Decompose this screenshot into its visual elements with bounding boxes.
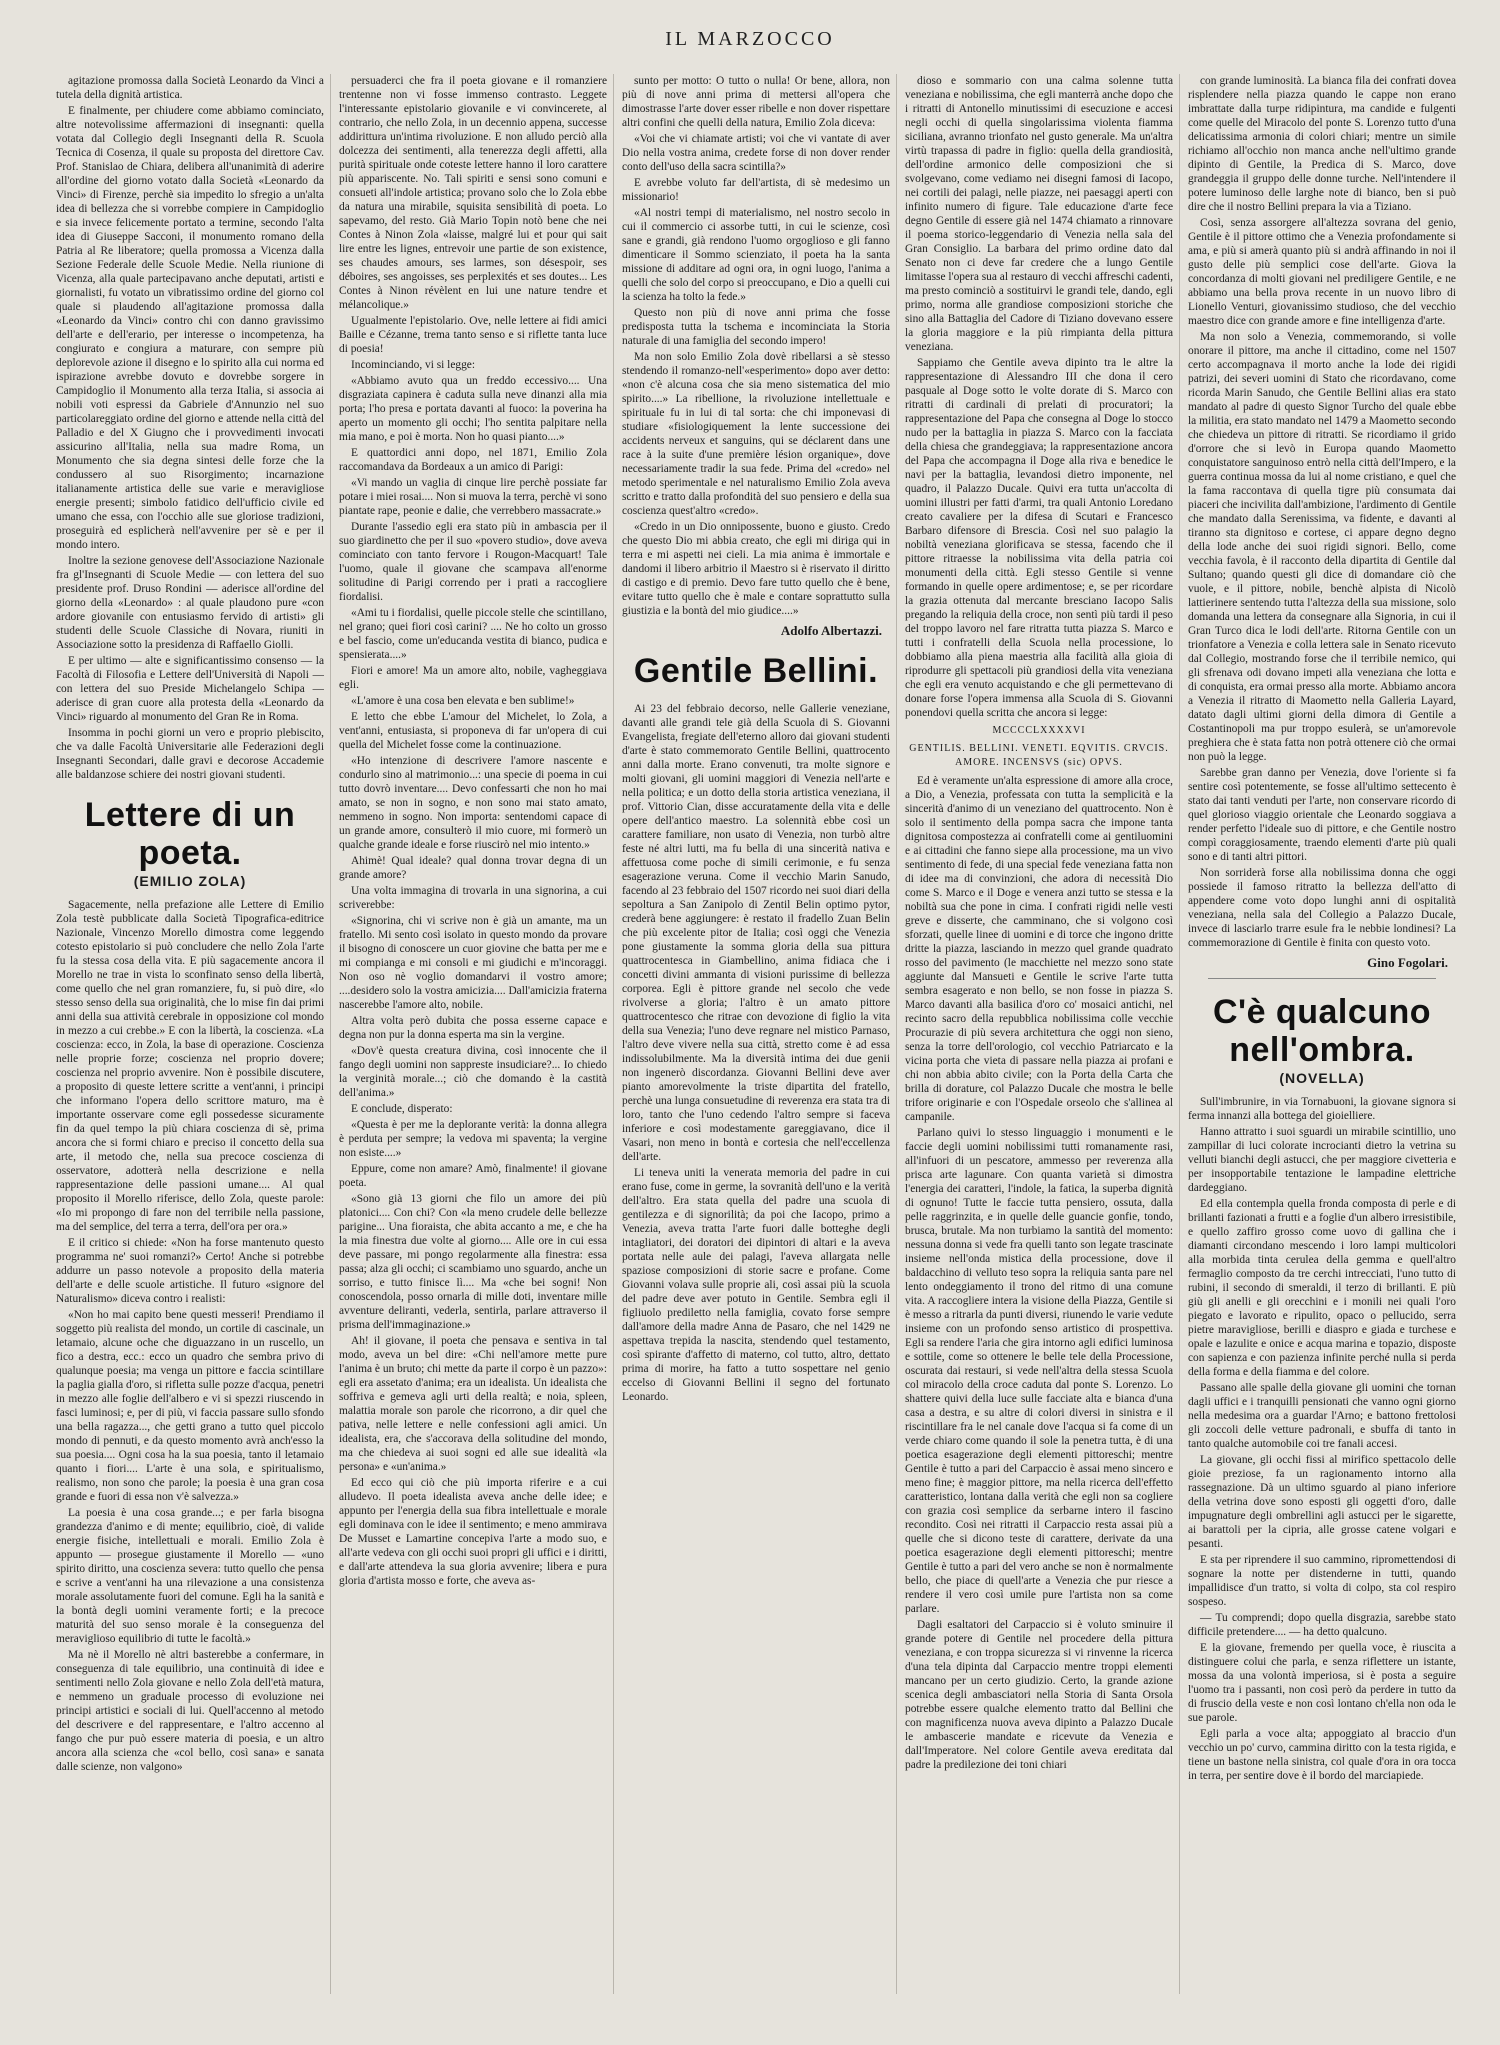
paragraph: E avrebbe voluto far dell'artista, di sè medesimo un missionario!: [622, 177, 890, 203]
paragraph: La giovane, gli occhi fissi al mirifico spettacolo delle gioie preziose, fa un ragionamento intorno alla rassegnazione. Dà un ultimo sguardo al piano inferiore della vetrina dove sono esposti gli oggetti d'oro, dalle impugnature degli ombrellini agli astucci per le sigarette, ai barattoli per la cipria, alle grosse catene volgari e pesanti.: [1188, 1454, 1456, 1550]
paragraph: Fiori e amore! Ma un amore alto, nobile, vagheggiava egli.: [339, 665, 607, 691]
column-4-text-after: [905, 774, 1173, 1772]
paragraph: E il critico si chiede: «Non ha forse mantenuto questo programma ne' suoi romanzi?» Certo! Anche si potrebbe addurre un passo notevole a proposito della materia dell'arte e delle scuole artistiche. Il futuro «signore del Naturalismo» diceva contro i realisti:: [56, 1237, 324, 1305]
column-5: [1179, 74, 1456, 1994]
paragraph: «Questa è per me la deplorante verità: la donna allegra è perduta per sempre; la vedova mi spaventa; la vergine non esiste....»: [339, 1119, 607, 1159]
paragraph: Li teneva uniti la venerata memoria del padre in cui erano fuse, come in germe, la sovranità dell'uno e la verità dell'altro. Era stata quella del padre una scuola di gentilezza e di signorilità; da poi che Iacopo, primo a Venezia, aveva tratta l'arte fuori dalle botteghe degli intagliatori, dei doratori dei dipintori di altari e la aveva portata nelle aule dei palagi, l'aveva allargata nelle spaziose composizioni di storie sacre e profane. Come Giovanni volava sulle proprie ali, così assai più la scuola del padre deve aver potuto in Gentile. Sembra egli il figliuolo prediletto nella famiglia, covato forse sempre dall'amore della madre Anna de Pasaro, che nel 1429 ne aspettava trepida la nascita, stendendo quel testamento, così spirante d'affetto di materno, col tutto, altro, dettato prima di morire, ha fatto a tutto sospettare nel genio eccelso di Giovanni Bellini il segno del fortunato Leonardo.: [622, 1167, 890, 1403]
inscription-year: MCCCCLXXXXVI: [992, 725, 1086, 736]
paragraph: sunto per motto: O tutto o nulla! Or bene, allora, non più di nove anni prima di mettersi all'opera che dimostrasse l'arte dover esser ribelle e non dover rispettare altri confini che quelli della natura, Emilio Zola diceva:: [622, 75, 890, 129]
paragraph: «Ho intenzione di descrivere l'amore nascente e condurlo sino al matrimonio...: una specie di poema in cui tutto dovrò inventare.... Devo confessarti che non ho mai amato, se non in sogno, e non sono mai stato amato, nemmeno in sogno. Non importa: sentendomi capace di un grande amore, consulterò il mio cuore, mi formerò un qualche grande ideale e forse riuscirò nel mio intento.»: [339, 755, 607, 851]
paragraph: «Al nostri tempi di materialismo, nel nostro secolo in cui il commercio ci assorbe tutti, in cui le scienze, così sane e grandi, già rendono l'uomo orgoglioso e gli fanno dimenticare il Sommo scienziato, il poeta ha la santa missione di additare ad ogni ora, in ogni luogo, l'anima a quelli che solo del corpo si preoccupano, e Dio a quelli cui la scienza ha tolto la fede.»: [622, 207, 890, 303]
paragraph: «Sono già 13 giorni che filo un amore dei più platonici.... Con chi? Con «la meno crudele delle bellezze parigine... Una fioraista, che abita accanto a me, e che ha la mia finestra due volte al giorno.... Alle ore in cui essa deve passare, mi pongo regolarmente alla finestra: essa passa; alza gli occhi; ci scambiamo uno sguardo, anche un sorriso, e tutto finisce lì.... Ma «che bei sogni! Non conoscendola, posso ornarla di mille doti, inventare mille avventure deliranti, vederla, sentirla, parlare attraverso il prisma dell'immaginazione.»: [339, 1193, 607, 1331]
paragraph: E finalmente, per chiudere come abbiamo cominciato, altre notevolissime affermazioni di insegnanti: quella votata dal Collegio degli Insegnanti della R. Scuola Tecnica di Cosenza, il quale su proposta del direttore Cav. Prof. Stanislao de Chiara, delibera all'unanimità di aderire all'ordine del giorno votato dalla Società «Leonardo da Vinci» di Firenze, perchè sia impedito lo sfregio a un'alta idea di bellezza che si vorrebbe compiere in Campidoglio e sia invece felicemente portato a termine, secondo l'alta idea di Giuseppe Sacconi, il monumento romano della Patria al Re liberatore; quella promossa a Vicenza dalla Sezione Federale delle Scuole Medie. Nella riunione di Vicenza, alla quale partecipavano anche deputati, artisti e giornalisti, fu votato un vibratissimo ordine del giorno col quale si plaudendo all'agitazione promossa dalla «Leonardo da Vinci» contro chi con danno gravissimo dell'arte e dell'erario, per interesse o incompetenza, ha congiurato e congiura a maturare, con sempre più deplorevole azione il disegno e lo spirito alla cui norma ed ispirazione avrebbe dovuto e dovrebbe sorgere in Campidoglio il Monumento alla terza Italia, si associa ai nobili voti espressi da Gabriele d'Annunzio nel suo particolareggiato ordine del giorno e attende nella città del Palladio e del X Giugno che i provvedimenti invocati assicurino all'Italia, nella sua madre Roma, un Monumento che sia degna sintesi delle forze che la condussero al suo Risorgimento; incarnazione italianamente artistica delle sue varie e meravigliose energie presenti; simbolo fatidico dell'ufficio civile ed umano che essa, con l'occhio alle sue gloriose tradizioni, proseguirà ed esplicherà nell'avvenire per sè e per il mondo intero.: [56, 105, 324, 551]
article-subtitle-lettere: (EMILIO ZOLA): [133, 873, 247, 889]
signature-fogolari: Gino Fogolari.: [1367, 955, 1448, 970]
inscription-text: GENTILIS. BELLINI. VENETI. EQVITIS. CRVCIS. AMORE. INCENSVS (sic) OPVS.: [909, 743, 1169, 768]
paragraph: Questo non più di nove anni prima che fosse predisposta tutta la tschema e incominciata la Storia naturale di una famiglia del secondo impero!: [622, 307, 890, 347]
paragraph: E la giovane, fremendo per quella voce, è riuscita a distinguere colui che parla, e senza riflettere un istante, mossa da una volontà imperiosa, si è posta a seguire l'uomo tra i passanti, non così però da perdere in tutto da di fruscio della veste e non così lontano ch'ella non oda le sue parole.: [1188, 1642, 1456, 1724]
paragraph: Ed ecco qui ciò che più importa riferire e a cui alludevo. Il poeta idealista aveva anche delle idee; e appunto per l'energia della sua fibra intellettuale e morale egli dominava con le idee il sentimento; e meno ammirava De Musset e Lamartine concepiva l'arte a modo suo, e all'arte vedeva con gli occhi suoi propri gli uffici e i diritti, e dall'arte attendeva la sua gloria avvenire; libera e pura gloria d'artista mosso e forte, che aveva as-: [339, 1477, 607, 1587]
paragraph: Eppure, come non amare? Amò, finalmente! il giovane poeta.: [339, 1163, 607, 1189]
article-title-lettere: Lettere di un poeta.: [84, 796, 296, 872]
paragraph: dioso e sommario con una calma solenne tutta veneziana e nobilissima, che egli manterrà anche dopo che i ritratti di Antonello minutissimi di esecuzione e accesi negli occhi di quella singolarissima violenta fiamma siciliana, avranno trionfato nel gusto generale. Ma un'altra virtù trapassa di padre in figlio: quella della grandiosità, dell'ordine armonico delle composizioni che si svolgevano, come vediamo nei disegni famosi di Iacopo, nei cortili dei palagi, nelle piazze, nei paesaggi aperti con infinito numero di figure. Tale educazione d'arte fece degno Gentile di essere già nel 1474 chiamato a rinnovare il poema storico-leggendario di Venezia nella sala del Gran Consiglio. La barbara del primo ordine dato dal Senato non ci deve far credere che a lungo Gentile limitasse l'opera sua al restauro di vecchi affreschi cadenti, ma presto cominciò a sostituirvi le grandi tele, dando, egli primo, norma alle grandiose composizioni storiche che sino alla Battaglia del Cadore di Tiziano dovevano essere la gloria maggiore e la più rimpianta della pittura veneziana.: [905, 75, 1173, 353]
paragraph: E quattordici anni dopo, nel 1871, Emilio Zola raccomandava da Bordeaux a un amico di Parigi:: [339, 447, 607, 473]
paragraph: Incominciando, vi si legge:: [351, 359, 476, 371]
paragraph: La poesia è una cosa grande...; e per farla bisogna grandezza d'animo e di mente; equilibrio, cioè, di valide energie fisiche, intellettuali e morali. Emilio Zola è appunto — prosegue giustamente il Morello — «uno spirito diritto, una coscienza severa: tutto quello che pensa e scrive a vent'anni ha una rilevazione a una consistenza morale assolutamente fuori del comune. Egli ha la sanità e la bontà degli uomini veramente forti; e la precoce maturità del suo senso morale è la conseguenza del meraviglioso equilibrio di tutte le facoltà.»: [56, 1507, 324, 1645]
column-4-text: [905, 74, 1173, 720]
paragraph: Durante l'assedio egli era stato più in ambascia per il suo giardinetto che per il suo «povero studio», dove aveva cominciato con tanto fervore i Rougon-Macquart! Tale l'uomo, quale il giovane che scampava all'enorme solitudine di Parigi correndo per i prati a raccogliere fiordalisi.: [339, 521, 607, 603]
paragraph: Sull'imbrunire, in via Tornabuoni, la giovane signora si ferma innanzi alla bottega del gioielliere.: [1188, 1096, 1456, 1122]
column-3-text: [622, 74, 890, 618]
article-gentile-text: [622, 702, 890, 1404]
paragraph: — Tu comprendi; dopo quella disgrazia, sarebbe stato difficile pretendere.... — ha detto qualcuno.: [1188, 1612, 1456, 1638]
paragraph: Ugualmente l'epistolario. Ove, nelle lettere ai fidi amici Baille e Cézanne, trema tanto senso e si riflette tanta luce di poesia!: [339, 315, 607, 355]
paragraph: con grande luminosità. La bianca fila dei confrati dovea risplendere nella piazza quando le cappe non erano imbrattate dalla turpe ridipintura, ma candide e fulgenti come quelle del Miracolo del ponte S. Lorenzo tutto d'una delicatissima armonia di colori chiari; mentre un simile richiamo all'occhio non manca anche nell'ultimo grande dipinto di Gentile, la Predica di S. Marco, dove grandeggia il gruppo delle donne turche. Nell'intendere il potere luminoso delle larghe note di bianco, ben si può dire che il nostro Bellini prepara la via a Tiziano.: [1188, 75, 1456, 213]
paragraph: Ed ella contempla quella fronda composta di perle e di brillanti fazionati a frutti e a foglie d'un albero irresistibile, e quello zaffiro grosso come uovo di gallina che i diamanti circondano mescendo i loro lampi multicolori alla morbida tinta cerulea della gemma e quell'altro fermaglio composto da tre cerchi intrecciati, l'uno tutto di rubini, il secondo di smeraldi, il terzo di brillanti. E più giù gli anelli e gli orecchini e i monili nei quali l'oro piegato e lavorato e ripulito, opaco o pellucido, serra pietre maravigliose, berilli e diaspro e giada e turchese e opale e lazulite e onice e acqua marina e topazio, disposte con sapienza e con pazienza infinite perché nulla si perda della forma e della fiamma e del colore.: [1188, 1198, 1456, 1378]
column-4: [896, 74, 1173, 1994]
paragraph: Ai 23 del febbraio decorso, nelle Gallerie veneziane, davanti alle grandi tele già della Scuola di S. Giovanni Evangelista, fregiate dell'eterno alloro dai giovani studenti d'arte è stato commemorato Gentile Bellini, quattrocento anni dalla morte. Erano convenuti, tra molte signore e molti giovani, gli uomini maggiori di Venezia nell'arte e nella politica; e un dotto della storia artistica veneziana, il prof. Vittorio Cian, disse accuratamente della vita e delle opere dell'antico maestro. La solennità ebbe così un carattere familiare, non usato di Venezia, non turbò altre feste né altri lutti, ma fu bella di una sincerità nativa e affettuosa come poche di simili cerimonie, e fu senza esagerazione veruna. Come il vecchio Marin Sanudo, facendo al 23 febbraio del 1507 ricordo nei suoi diari della sepoltura a San Zanipolo di Zentil Belin optimo pytor, crederà bene aggiungere: è restato il fradello Zuan Belin che più excelente pitor de Italia; così oggi che Venezia pone giustamente la somma gloria della sua pittura quattrocentesca in Giambellino, anima fidiaca che i concetti divini ammanta di visioni purissime di bellezza corporea. Egli è pittore grande nel secolo che vede rivolverse a gloria; l'altro è un amato pittore quattrocentesco che ritrae con devozione di figlio la vita della sua Venezia; l'uno deve regnare nel mistico Parnaso, l'altro deve vivere nella sua città, stretto come è ad essa indissolubilmente. Ma la diversità intima dei due genii non ingenerò discordanza. Giovanni Bellini deve aver pianto amorevolmente la triste dipartita del fratello, perchè una lunga consuetudine di reverenza era stata tra di loro, tanto che l'uno cedendo l'altro sempre si faceva inferiore e così modestamente gareggiavano, dice il Vasari, non meno in bontà e cortesia che nell'eccellenza dell'arte.: [622, 703, 890, 1163]
column-5-text: [1188, 74, 1456, 950]
section-divider: [1208, 978, 1436, 979]
paragraph: Una volta immagina di trovarla in una signorina, a cui scriverebbe:: [339, 885, 607, 911]
paragraph: Ah! il giovane, il poeta che pensava e sentiva in tal modo, aveva un bel dire: «Chi nell'amore mette pure l'anima è un bruto; chi mette da parte il corpo è un pazzo»: egli era assetato d'anima; era un idealista. Un idealista che soffriva e gemeva agli urti della realtà; e noia, spleen, malattia morale son parole che ricorrono, a dir quel che pativa, nelle lettere e nelle confessioni agli amici. Un idealista, era, che s'accorava della solitudine del mondo, ma che chiedeva ai suoi sogni ed alle sue idealità «la persona» e «un'anima.»: [339, 1335, 607, 1473]
paragraph: «Non ho mai capito bene questi messeri! Prendiamo il soggetto più realista del mondo, un cortile di cascinale, un letamaio, alcune oche che diguazzano in un ruscello, un fico a destra, ecc.: ecco un quadro che sembra privo di qualunque poesia; ma venga un pittore e faccia scintillare la paglia gialla d'oro, si rifletta sulle pozze d'acqua, penetri in mezzo alle foglie dell'albero e vi si spezzi riuscendo in fasci luminosi; e, per di più, vi faccia passare sullo sfondo una bella ragazza..., che getti grano a tutto quel piccolo mondo di pennuti, e da questo momento avrà anch'esso la sua poesia.... Ogni cosa ha la sua poesia, tanto il letamaio quanto i fiori.... L'arte è una sola, e spiritualismo, realismo, non sono che parole; la poesia è una gran cosa grande e fuori di essa non v'è salvezza.»: [56, 1309, 324, 1503]
signature-albertazzi: Adolfo Albertazzi.: [780, 623, 882, 638]
article-title-novella: C'è qualcuno nell'ombra.: [1212, 993, 1432, 1069]
paragraph: «L'amore è una cosa ben elevata e ben sublime!»: [351, 695, 575, 707]
paragraph: «Credo in un Dio onnipossente, buono e giusto. Credo che questo Dio mi abbia creato, che egli mi diriga qui in terra e mi aspetti nei cieli. La mia anima è immortale e dandomi il libero arbitrio il Maestro si è riservato il diritto di castigo e di premio. Devo fare tutto quello che è bene, evitare tutto quello che è male e contare soprattutto sulla giustizia e la bontà del mio giudice....»: [622, 521, 890, 617]
paragraph: «Ami tu i fiordalisi, quelle piccole stelle che scintillano, nel grano; quei fiori così carini? .... Ne ho colto un grosso e bel fascio, come un'educanda vestita di bianco, pudica e spensierata....»: [339, 607, 607, 661]
paragraph: Egli parla a voce alta; appoggiato al braccio d'un vecchio un po' curvo, cammina diritto con la testa rigida, e tiene un bastone nella sinistra, col quale d'ora in ora tocca in terra, per sentire dove è il bordo del marciapiede.: [1188, 1728, 1456, 1782]
article-subtitle-novella: (NOVELLA): [1279, 1070, 1365, 1086]
column-1-text: [56, 74, 324, 782]
paragraph: «Abbiamo avuto qua un freddo eccessivo.... Una disgraziata capinera è caduta sulla neve dinanzi alla mia porta; l'ho presa e portata davanti al fuoco: la poverina ha aperto un momento gli occhi; l'ho sentita palpitare nella mia mano, e poi è morta. Non ho quasi pianto....»: [339, 375, 607, 443]
paragraph: Non sorriderà forse alla nobilissima donna che oggi possiede il famoso ritratto la bellezza dell'atto di appendere come voto dopo lunghi anni di ospitalità veneziana, nella sala del Collegio a Palazzo Ducale, invece di lasciarlo trarre esule fra le nebbie londinesi? La commemorazione di Gentile è finita con questo voto.: [1188, 867, 1456, 949]
paragraph: Ma non solo a Venezia, commemorando, si volle onorare il pittore, ma anche il cittadino, come nel 1507 certo accompagnava il morto anche la lode dei rigidi patrizi, dei severi uomini di Stato che ricordavano, come ricorda Marin Sanudo, che Gentile Bellini alias era stato mandato al padre di questo Signor Turcho del quale ebbe la militia, era stato mandato nel 1479 a Maometto secondo che chiedeva un pittore di ritratti. Se ricordiamo il grido d'orrore che si levò in Europa quando Maometto conquistatore sanguinoso entrò nella città dell'Impero, e la guerra continua mossa da lui al nome cristiano, e quel che la fama raccontava di quella tigre più consumata dai piaceri che incivilita dall'ambizione, l'ardimento di Gentile che mandato dalla Serenissima, va fidente, e davanti al tiranno sta dignitoso e cortese, ci appare degno degno della lode anche dei suoi rigidi signori. Bello, come vecchia favola, è il racconto della dipartita di Gentile dal Sultano; quando questi gli dice di domandare ciò che vuole, e il pittore, nobile, benchè alpista di Nicolò lattierinere sentendo tutta l'altezza della sua missione, solo domanda una lettera da consegnare alla Signoria, in cui il Gran Turco dica le lodi dell'arte. Ritorna Gentile con un trionfatore a Venezia e colla lettera sale in Senato ricevuto dal Collegio, mostrando forse che il terribile nemico, qui gli sfrenava odi dovano impeti alla veneziana che lotta e di conquista, era ormai presso alla morte. Abbiamo ancora a Venezia il ritratto di Maometto nella Galleria Layard, datato dagli ultimi giorni della dimora di Gentile a Costantinopoli ma pur troppo esulerà, se un'amorevole preghiera che è stata fatta non potrà ottenere ciò che ormai non può la legge.: [1188, 331, 1456, 763]
paragraph: Ma nè il Morello nè altri basterebbe a confermare, in conseguenza di tale equilibrio, una continuità di idee e sentimenti nello Zola giovane e nello Zola dell'età matura, e nemmeno un graduale processo di evoluzione nei principi artistici e sociali di lui. Quell'accenno al metodo del descrivere e del rappresentare, e l'altro accenno al fango che pur può essere materia di poesia, e un altro ancora alla scienza che «col bello, così sana» e sanata dalle scienze, non valgono»: [56, 1649, 324, 1773]
article-title-gentile: Gentile Bellini.: [633, 652, 879, 690]
column-1: [56, 74, 324, 1994]
paragraph: Dagli esaltatori del Carpaccio si è voluto sminuire il grande potere di Gentile nel procedere della pittura veneziana, e con troppa sicurezza si vi rinvenne la ricerca d'una tela dipinta dal Carpaccio mentre troppi elementi mancano per un certo giudizio. Certo, la grande azione scenica degli ambasciatori nella Storia di Santa Orsola potrebbe essere qualche elemento tratto dal Bellini che con magnificenza nuova aveva dipinto a Palazzo Ducale le ambascerie mandate e ricevute da Venezia e dall'Imperatore. Nel colore Gentile aveva ereditata dal padre la predilezione dei toni chiari: [905, 1619, 1173, 1771]
paragraph: Così, senza assorgere all'altezza sovrana del genio, Gentile è il pittore ottimo che a Venezia profondamente si ama, e più si amerà quanto più si andrà affinando in noi il gusto delle più semplici cose dell'arte. Giova la concordanza di molti giovani nel prediligere Gentile, e ne abbiamo una bella prova recente in un nuovo libro di Lionello Venturi, giovanissimo studioso, che del vecchio maestro dice con grande amore e fine intelligenza d'arte.: [1188, 217, 1456, 327]
paragraph: Ma non solo Emilio Zola dovè ribellarsi a sè stesso stendendo il romanzo-nell'«esperimento» dopo aver detto: «non c'è alcuna cosa che sia meno sistematica del mio spirito....» La ribellione, la rivoluzione intellettuale e spirituale fu in lui di tal sorta: che chi imponevasi di studiare «fisiologiquement la lente successione dei accidents nerveux et sanguins, qui se déclarent dans une race à la suite d'une première lésion organique», dove necessariamente tradir la sua fede. Prima del «credo» nel metodo sperimentale e nel naturalismo Emilio Zola aveva scritto e tratto dalla profondità del suo pensiero e della sua coscienza quest'altro «credo».: [622, 351, 890, 517]
paragraph: Ahimè! Qual ideale? qual donna trovar degna di un grande amore?: [339, 855, 607, 881]
article-novella-text: [1188, 1095, 1456, 1783]
paragraph: Hanno attratto i suoi sguardi un mirabile scintillio, uno zampillar di luci colorate incrocianti dietro la vetrina su velluti bianchi degli astucci, che per maggiore civetteria e per insopportabile tentazione le lampadine elettriche dardeggiano.: [1188, 1126, 1456, 1194]
column-3: [613, 74, 890, 1994]
column-2: [330, 74, 607, 1994]
paragraph: Sarebbe gran danno per Venezia, dove l'oriente si fa sentire così potentemente, se fosse all'ultimo settecento è stato dai tanti venduti per l'arte, non conservare ricordo di quel glorioso viaggio orientale che Leonardo soggiava a render perfetto l'ideale suo di pittore, e che Gentile nostro compì coraggiosamente, traendo elementi d'arte più quali sono e di tanti altri pittori.: [1188, 767, 1456, 863]
paragraph: Ed è veramente un'alta espressione di amore alla croce, a Dio, a Venezia, professata con tutta la semplicità e la sincerità d'animo di un veneziano del quattrocento. Non è solo il sentimento della pompa sacra che impone tanta dignitosa compostezza ai confratelli come ai gentiluomini e ai cittadini che fanno siepe alla processione, ma un vivo sentimento di fede, di una special fede veneziana fatta non di idee ma di convinzioni, che adora di necessità Dio come S. Marco e il Doge e venera anzi tutto se stessa e la nobiltà sua che pone in cima. I confrati rigidi nelle vesti greve e disserte, che camminano, che si volgono così sforzati, quelle linee di uomini e di torce che ingono dritte dritte la piazza, lasciando in mezzo quel grande quadrato rosso del pavimento (le macchiette nel mezzo sono state aggiunte dal Mansueti e Gentile le scrive l'arte tutta sembra esagerato e non bello, se non fosse in piazza S. Marco davanti alla basilica d'oro co' mosaici antichi, nel recinto sacro della repubblica nobilissima colle vecchie Procurazie di più severa architettura che oggi non sieno, senza la torre dell'orologio, col vecchio Patriarcato e la vicina porta che vieta di passare nella piazza ai profani e chi non abbia abito civile; con la Porta della Carta che brilla di dorature, col Palazzo Ducale che mostra le belle trifore originarie e con l'Ospedale orseolo che s'allinea al campanile.: [905, 775, 1173, 1123]
paragraph: Sagacemente, nella prefazione alle Lettere di Emilio Zola testè pubblicate dalla Società Tipografica-editrice Nazionale, Vincenzo Morello dimostra come leggendo cotesto epistolario si può concludere che nello Zola l'arte fu la stessa cosa della vita. E più sagacemente ancora il Morello ne trae in vista lo sconfinato senso della libertà, come quello che nel gran romanziere, fu, si può dire, «lo stesso senso della sua originalità, che lo mise fin dai primi anni della sua attività cerebrale in opposizione col mondo in mezzo a cui crebbe.» E con la libertà, la coscienza. «La coscienza: ecco, in Zola, la base di operazione. Coscienza nelle proprie forze; coscienza nel proprio dovere; coscienza nel proprio avvenire. Non è possibile discutere, a proposito di queste lettere scritte a vent'anni, i principi che informano l'opera dello scrittore maturo, ma è importante osservare come egli possedesse sicuramente fin da quel tempo la più chiara coscienza di sè, prima ancora che si formi chiaro e preciso il concetto della sua arte, il metodo che, nella sua precoce coscienza di osservatore, adotterà nella descrizione e nella rappresentazione delle passioni umane.... Al qual proposito il Morello riferisce, dello Zola, queste parole: «Io mi propongo di fare non del terribile nella passione, ma del semplice, del terra a terra, dell'ora per ora.»: [56, 899, 324, 1233]
columns: [56, 74, 1456, 1994]
paragraph: Sappiamo che Gentile aveva dipinto tra le altre la rappresentazione di Alessandro III che dona il cero pasquale al Doge sotto le volte dorate di S. Marco con ritratti di cardinali di prelati di procuratori; la rappresentazione del Papa che consegna al Doge lo stocco nudo per la battaglia in piazza S. Marco con la facciata della chiesa che grandeggiava; la rappresentazione ancora del Papa che accompagna il Doge alla riva e benedice le navi per la battaglia, levandosi dietro imponente, nel quadro, il Palazzo Ducale. Quivi era tutta un'accolta di uomini illustri per fatti d'armi, tra quali Antonio Loredano creato cavaliere per la difesa di Scutari e Francesco Barbaro difensore di Brescia. Così nel suo palagio la nobiltà veneziana glorificava se stessa, facendo che il pittore ritraesse la nobilissima vita della patria coi monumenti della città. Egli stesso Gentile si venne formando in quelle opere ardimentose; e, se per ricordare la grazia ottenuta dal mercante bresciano Iacopo Salis pregando la reliquia della croce, non sentì più tardi il peso del troppo lavoro nel fare ritratta tutta piazza S. Marco e tutti i confratelli della Scuola nella processione, lo dobbiamo alla piena maestria alla facilità alla gioia di riprodurre gli spettacoli più grandiosi della vita veneziana che egli era venuto acquistando e che gli permettevano di donare forse l'opera immensa alla Scuola di S. Giovanni ponendovi quella scritta che ancora si legge:: [905, 357, 1173, 719]
masthead: IL MARZOCCO: [665, 28, 835, 50]
paragraph: agitazione promossa dalla Società Leonardo da Vinci a tutela della dignità artistica.: [56, 75, 324, 101]
paragraph: Insomma in pochi giorni un vero e proprio plebiscito, che va dalle Facoltà Universitarie alle Federazioni degli Insegnanti Secondari, dalle gravi e decorose Accademie alle baldanzose schiere dei nostri giovani studenti.: [56, 727, 324, 781]
paragraph: E letto che ebbe L'amour del Michelet, lo Zola, a vent'anni, entusiasta, si proponeva di far un'opera di cui quella del Michelet fosse come la continuazione.: [339, 711, 607, 751]
paragraph: Parlano quivi lo stesso linguaggio i monumenti e le faccie degli uomini nobilissimi tutti romanamente rasi, all'infuori di un pescatore, ammesso per reverenza alla prisca arte lagunare. Con quanta varietà si dimostra l'energia dei caratteri, l'indole, la fatica, la superba dignità di ognuno! Tutte le faccie tutta pensiero, ossuta, dalla pelle raggrinzita, e in quelle delle guancie gonfie, tondo, brusca, brutale. Ma non turbiamo la santità del momento: nessuna donna si vede fra quelli tanto son legate trascinate insieme nell'onda mistica della processione, dove il baldacchino di velluto teso sopra la reliquia santa pare nel lento ondeggiamento il trono del ritmo di una comune vita. A raccogliere intera la visione della Piazza, Gentile si è messo a ritrarla da punti diversi, riunendo le varie vedute insieme con un profondo senso artistico di prospettiva. Egli sa rendere l'aria che gira intorno agli edifici luminosa e sottile, come so ottenere le belle tele della Processione, oscurata dai restauri, si vede nell'altra della stessa Scuola col miracolo della croce caduta dal ponte S. Lorenzo. Lo shattere quivi della luce sulle facciate alta e bianca d'una casa a destra, e su altre di colori diversi in sinistra e il riscintillare fra le nel canale dove l'acqua si fa come di un verde chiaro come quando il sole la penetra tutta, è di una poetica esagerazione degli elementi pittoreschi; mentre Gentile è tutto a pari del Carpaccio è assai meno sincero e meno fine; è maggior pittore, ma nella ricerca dell'effetto caratteristico, lontana dalla verità che egli non sa cogliere con grazia così semplice da serbarne intero il fascino recondito. Così nei ritratti il Carpaccio resta assai più a quelle che si dicono teste di carattere, derivate da una poetica esagerazione degli elementi pittoreschi; mentre Gentile è tutto a pari del vero anche se non è normalmente bello, che piace di quell'arte a Venezia che pur riesce a rendere il vero così umile pure l'artista non sa come parlare.: [905, 1127, 1173, 1615]
paragraph: «Dov'è questa creatura divina, così innocente che il fango degli uomini non sappreste insudiciare?... Io chiedo la verginità morale...; ciò che domando è la castità dell'anima.»: [339, 1045, 607, 1099]
paragraph: «Signorina, chi vi scrive non è già un amante, ma un fratello. Mi sento così isolato in questo mondo da provare il bisogno di conoscere un cuor giovine che batta per me e mi compiangа e mi consoli e mi giudichi e m'incoraggi. Non oso nè voglio domandarvi il vostro amore; ....desidero solo la vostra amicizia.... Dall'amicizia fraterna nascerebbe l'amore alto, nobile.: [339, 915, 607, 1011]
paragraph: Passano alle spalle della giovane gli uomini che tornan dagli uffici e i tranquilli pensionati che vanno ogni giorno nella medesima ora a guardar l'Arno; e battono frettolosi gli zoccoli delle vetture padronali, e sbuffa di tanto in tanto qualche automobile coi tre fanali accesi.: [1188, 1382, 1456, 1450]
paragraph: Altra volta però dubita che possa esserne capace e degna non pur la donna esperta ma sin la vergine.: [339, 1015, 607, 1041]
article-lettere-text: [56, 898, 324, 1774]
paragraph: persuaderci che fra il poeta giovane e il romanziere trentenne non vi fosse immenso contrasto. Leggete l'interessante epistolario giovanile e vi convincerete, al contrario, che nello Zola, in un decennio appena, successe addirittura un'intima rivoluzione. E non alludo perciò alla dolcezza dei sentimenti, alla tenerezza degli affetti, alla purità spirituale onde coteste lettere hanno il loro carattere più appariscente. No. Tali spiriti e sensi sono comuni e consueti all'indole artistica; provano solo che lo Zola ebbe da natura una mirabile, squisita sensibilità di poeta. Lo sapevamo, del resto. Già Mario Topin notò bene che nei Contes à Ninon Zola «laisse, malgré lui et pour qui sait lire entre les lignes, entrevoir une partie de son existence, ses chaudes amours, ses larmes, son désespoir, ses déboires, ses angoisses, ses perplexités et ses doutes... Les Contes à Ninon révèlent en lui une nature tendre et mélancolique.»: [339, 75, 607, 311]
paragraph: E per ultimo — alte e significantissimo consenso — la Facoltà di Filosofia e Lettere dell'Università di Napoli — con lettera del suo Preside Michelangelo Schipa — aderisce di gran cuore alla protesta della «Leonardo da Vinci» riguardo al monumento del Gran Re in Roma.: [56, 655, 324, 723]
paragraph: E sta per riprendere il suo cammino, ripromettendosi di sognare la notte per distenderne in tutti, quando impallidisce d'un tratto, si volta di colpo, sta col respiro sospeso.: [1188, 1554, 1456, 1608]
paragraph: Inoltre la sezione genovese dell'Associazione Nazionale fra gl'Insegnanti di Scuole Medie — con lettera del suo presidente prof. Druso Rondini — aderisce all'ordine del giorno della «Leonardo» : al quale plaudono pure «con ardore giovanile con entusiasmo fervido di artisti» gli studenti delle Scuole Classiche di Novara, riuniti in Associazione sotto la presidenza di Raffaello Giolli.: [56, 555, 324, 651]
paragraph: «Voi che vi chiamate artisti; voi che vi vantate di aver Dio nella vostra anima, credete forse di non dover render conto dell'uso della sacra scintilla?»: [622, 133, 890, 173]
paragraph: «Vi mando un vaglia di cinque lire perchè possiate far potare i miei rosai.... Non si muova la terra, perchè vi sono piantate rape, peonie e dalie, che verrebbero massacrate.»: [339, 477, 607, 517]
column-2-text: [339, 74, 607, 1588]
paragraph: E conclude, disperato:: [351, 1103, 453, 1115]
